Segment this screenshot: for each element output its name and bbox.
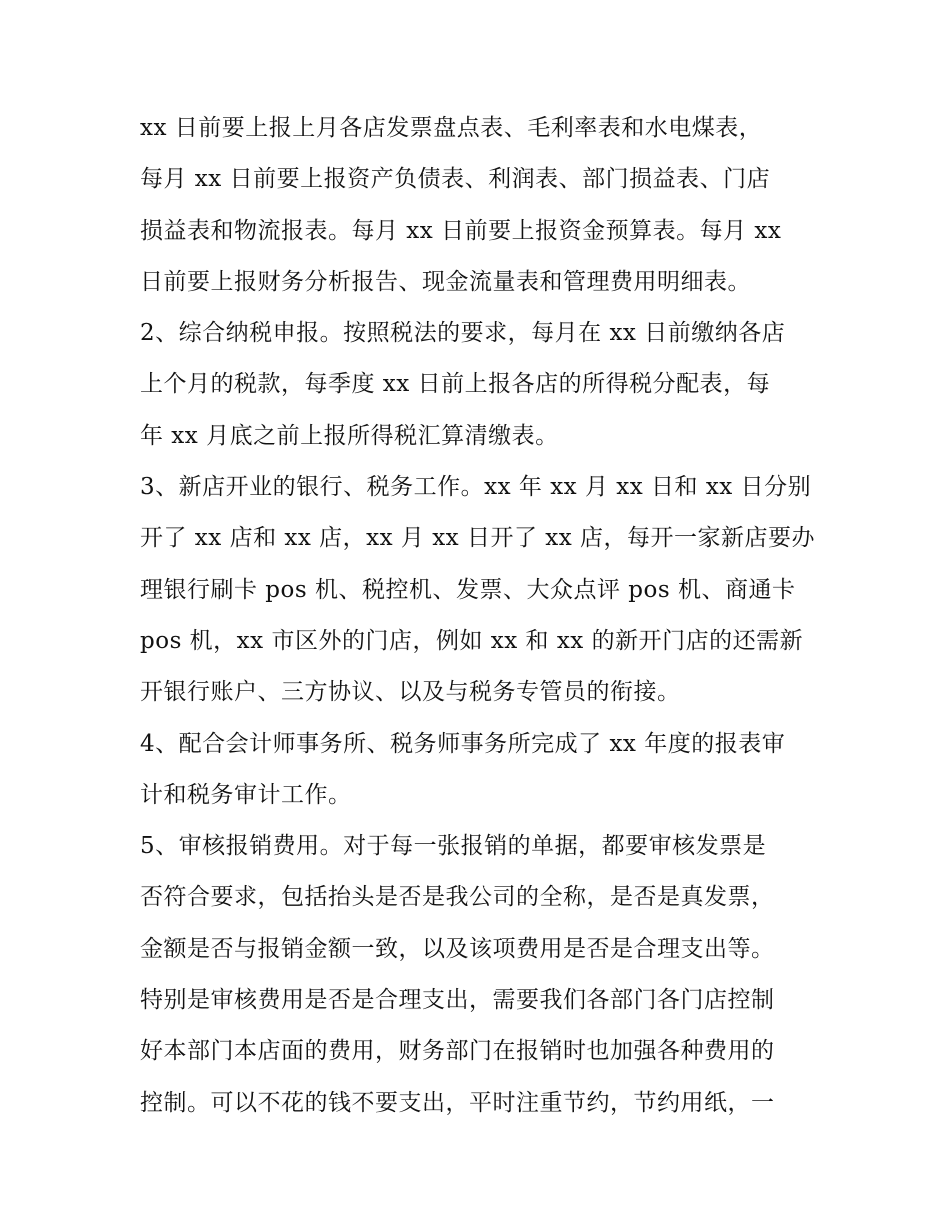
text-line: 年 xx 月底之前上报所得税汇算清缴表。: [140, 422, 559, 449]
document-body: [140, 103, 830, 1129]
text-line: 3、新店开业的银行、税务工作。xx 年 xx 月 xx 日和 xx 日分别: [140, 474, 812, 501]
text-line: 每月 xx 日前要上报资产负债表、利润表、部门损益表、门店: [140, 166, 771, 193]
text-line: 2、综合纳税申报。按照税法的要求，每月在 xx 日前缴纳各店: [140, 320, 786, 347]
text-line: 控制。可以不花的钱不要支出，平时注重节约，节约用纸，一: [140, 1089, 775, 1116]
text-line: 好本部门本店面的费用，财务部门在报销时也加强各种费用的: [140, 1038, 775, 1065]
text-line: 金额是否与报销金额一致，以及该项费用是否是合理支出等。: [140, 935, 775, 962]
text-line: pos 机，xx 市区外的门店，例如 xx 和 xx 的新开门店的还需新: [140, 627, 804, 654]
text-line: 上个月的税款，每季度 xx 日前上报各店的所得税分配表，每: [140, 371, 771, 398]
text-line: 特别是审核费用是否是合理支出，需要我们各部门各门店控制: [140, 987, 775, 1014]
text-line: xx 日前要上报上月各店发票盘点表、毛利率表和水电煤表，: [140, 115, 763, 141]
text-line: 开了 xx 店和 xx 店，xx 月 xx 日开了 xx 店，每开一家新店要办: [140, 525, 816, 552]
text-line: 4、配合会计师事务所、税务师事务所完成了 xx 年度的报表审: [140, 730, 786, 757]
text-line: 损益表和物流报表。每月 xx 日前要上报资金预算表。每月 xx: [140, 217, 782, 244]
text-line: 5、审核报销费用。对于每一张报销的单据，都要审核发票是: [140, 833, 767, 860]
text-line: 否符合要求，包括抬头是否是我公司的全称，是否是真发票，: [140, 884, 775, 911]
text-line: 理银行刷卡 pos 机、税控机、发票、大众点评 pos 机、商通卡: [140, 576, 796, 603]
text-line: 开银行账户、三方协议、以及与税务专管员的衔接。: [140, 679, 681, 706]
text-line: 日前要上报财务分析报告、现金流量表和管理费用明细表。: [140, 268, 751, 295]
text-line: 计和税务审计工作。: [140, 781, 352, 808]
